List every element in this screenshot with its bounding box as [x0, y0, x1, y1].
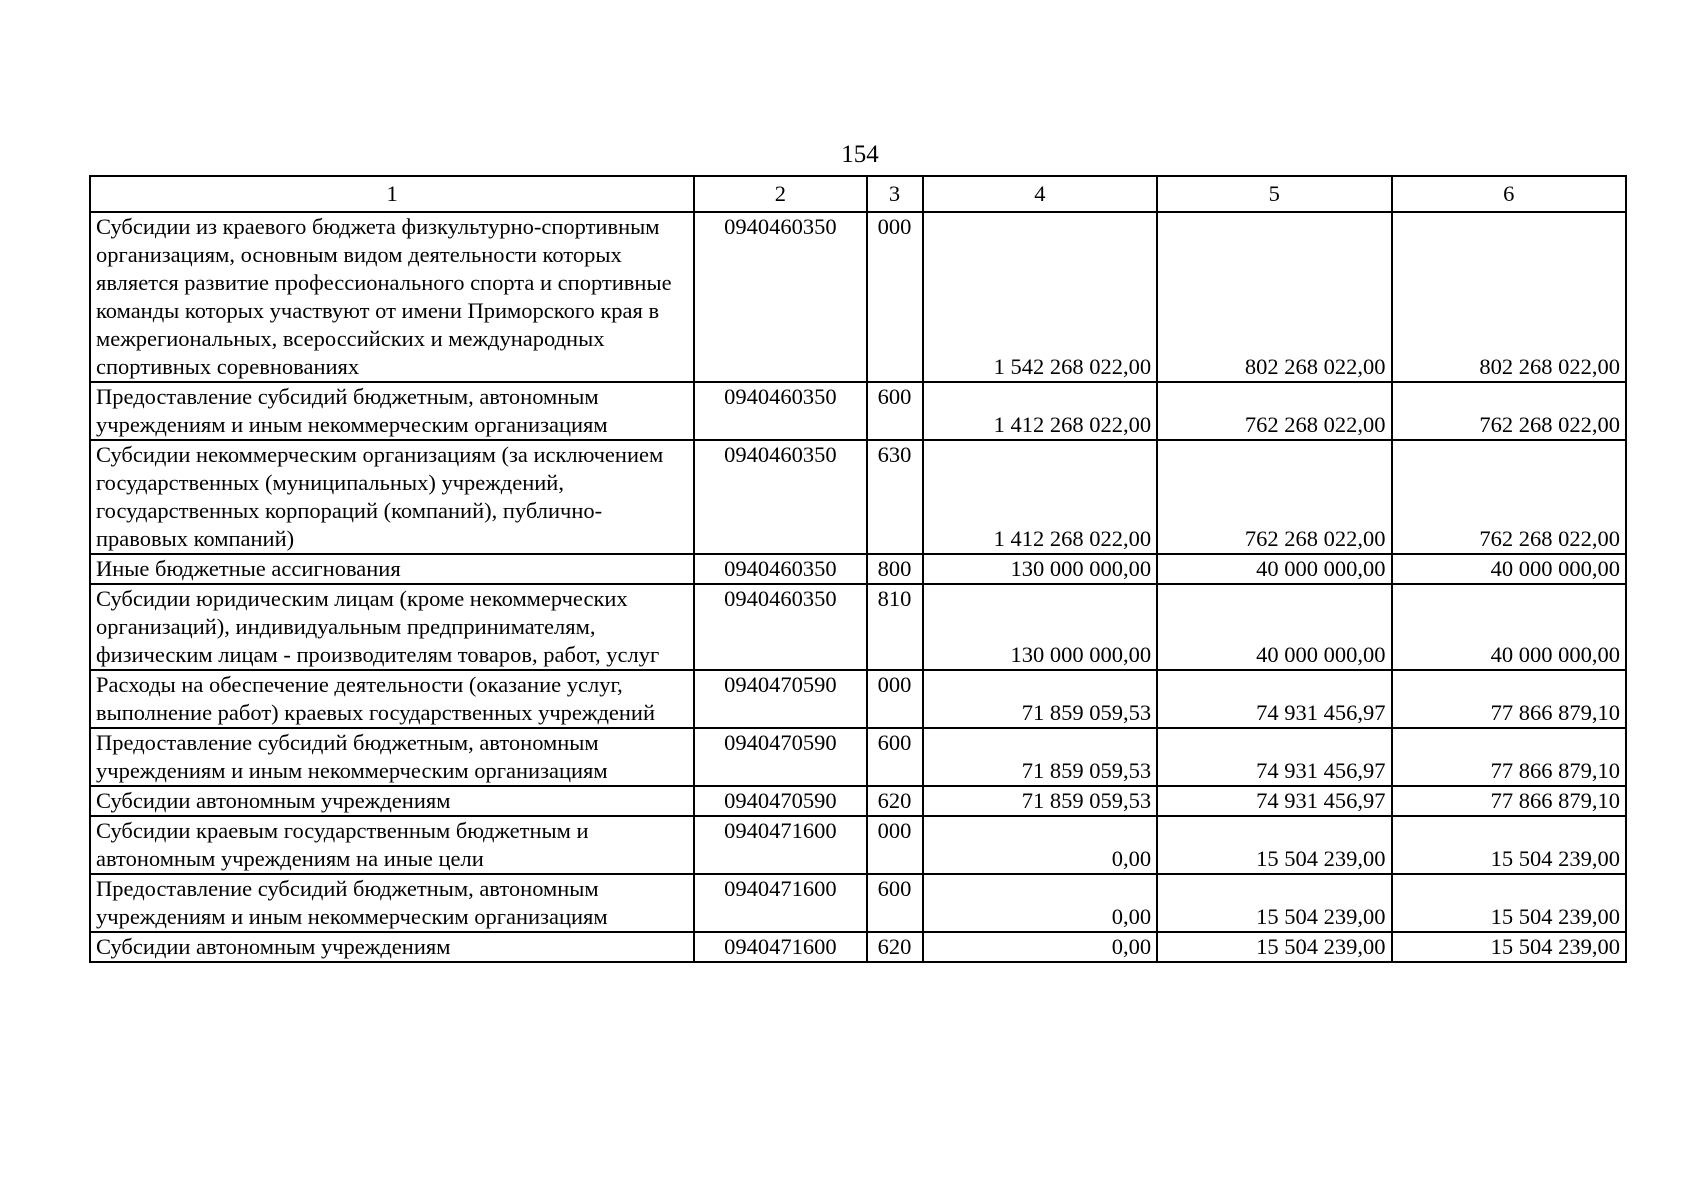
row-type: 620: [867, 932, 923, 962]
row-value-6: 77 866 879,10: [1392, 670, 1626, 728]
row-description: Субсидии краевым государственным бюджетным и автономным учреждениям на иные цели: [90, 816, 694, 874]
row-code: 0940460350: [694, 440, 866, 554]
row-value-4: 130 000 000,00: [923, 554, 1157, 584]
header-cell-year-2: 5: [1157, 176, 1391, 212]
row-value-5: 15 504 239,00: [1157, 816, 1391, 874]
row-value-4: 130 000 000,00: [923, 584, 1157, 670]
row-description: Расходы на обеспечение деятельности (оказание услуг, выполнение работ) краевых государственных учреждений: [90, 670, 694, 728]
row-value-5: 15 504 239,00: [1157, 932, 1391, 962]
table-row: [90, 212, 1626, 382]
row-value-6: 15 504 239,00: [1392, 932, 1626, 962]
row-value-6: 15 504 239,00: [1392, 816, 1626, 874]
row-description: Предоставление субсидий бюджетным, автономным учреждениям и иным некоммерческим организациям: [90, 874, 694, 932]
page-number: 154: [841, 141, 879, 168]
header-cell-code: 2: [694, 176, 866, 212]
row-value-6: 802 268 022,00: [1392, 212, 1626, 382]
row-description: Субсидии из краевого бюджета физкультурно-спортивным организациям, основным видом деятельности которых является развитие профессионального спорта и спортивные команды которых участвуют от имени Приморского края в межрегиональных, всероссийских и международных спортивных соревнованиях: [90, 212, 694, 382]
row-description: Субсидии юридическим лицам (кроме некоммерческих организаций), индивидуальным предпринимателям, физическим лицам - производителям товаров, работ, услуг: [90, 584, 694, 670]
row-code: 0940471600: [694, 816, 866, 874]
row-value-4: 1 412 268 022,00: [923, 382, 1157, 440]
row-type: 000: [867, 670, 923, 728]
budget-table: [89, 175, 1627, 963]
row-code: 0940470590: [694, 670, 866, 728]
table-row: [90, 584, 1626, 670]
header-cell-year-1: 4: [923, 176, 1157, 212]
row-value-6: 77 866 879,10: [1392, 786, 1626, 816]
row-value-5: 74 931 456,97: [1157, 786, 1391, 816]
header-cell-description: 1: [90, 176, 694, 212]
row-type: 800: [867, 554, 923, 584]
row-code: 0940470590: [694, 786, 866, 816]
row-value-5: 40 000 000,00: [1157, 554, 1391, 584]
table-row: [90, 382, 1626, 440]
row-value-4: 0,00: [923, 932, 1157, 962]
row-type: 000: [867, 212, 923, 382]
row-code: 0940460350: [694, 382, 866, 440]
row-value-4: 71 859 059,53: [923, 728, 1157, 786]
table-row: [90, 932, 1626, 962]
row-value-4: 71 859 059,53: [923, 786, 1157, 816]
header-cell-type: 3: [867, 176, 923, 212]
row-value-6: 40 000 000,00: [1392, 554, 1626, 584]
row-type: 600: [867, 874, 923, 932]
row-value-5: 15 504 239,00: [1157, 874, 1391, 932]
table-row: [90, 874, 1626, 932]
row-code: 0940471600: [694, 874, 866, 932]
table-row: [90, 728, 1626, 786]
table-row: [90, 786, 1626, 816]
header-cell-year-3: 6: [1392, 176, 1626, 212]
row-description: Субсидии автономным учреждениям: [90, 932, 694, 962]
row-value-6: 77 866 879,10: [1392, 728, 1626, 786]
row-code: 0940460350: [694, 584, 866, 670]
row-description: Субсидии автономным учреждениям: [90, 786, 694, 816]
row-value-4: 0,00: [923, 816, 1157, 874]
header-row: [90, 176, 1626, 212]
table-row: [90, 816, 1626, 874]
table-row: [90, 554, 1626, 584]
table-row: [90, 440, 1626, 554]
row-value-5: 762 268 022,00: [1157, 382, 1391, 440]
row-value-5: 802 268 022,00: [1157, 212, 1391, 382]
table-row: [90, 670, 1626, 728]
row-type: 620: [867, 786, 923, 816]
row-description: Предоставление субсидий бюджетным, автономным учреждениям и иным некоммерческим организациям: [90, 382, 694, 440]
row-value-6: 762 268 022,00: [1392, 382, 1626, 440]
row-value-5: 74 931 456,97: [1157, 728, 1391, 786]
row-value-4: 71 859 059,53: [923, 670, 1157, 728]
row-description: Иные бюджетные ассигнования: [90, 554, 694, 584]
row-value-5: 40 000 000,00: [1157, 584, 1391, 670]
row-description: Предоставление субсидий бюджетным, автономным учреждениям и иным некоммерческим организациям: [90, 728, 694, 786]
row-value-4: 1 542 268 022,00: [923, 212, 1157, 382]
row-value-6: 762 268 022,00: [1392, 440, 1626, 554]
row-value-4: 1 412 268 022,00: [923, 440, 1157, 554]
row-type: 600: [867, 382, 923, 440]
row-code: 0940460350: [694, 212, 866, 382]
row-value-6: 40 000 000,00: [1392, 584, 1626, 670]
row-type: 000: [867, 816, 923, 874]
row-type: 630: [867, 440, 923, 554]
row-type: 810: [867, 584, 923, 670]
row-value-6: 15 504 239,00: [1392, 874, 1626, 932]
row-value-5: 762 268 022,00: [1157, 440, 1391, 554]
row-description: Субсидии некоммерческим организациям (за исключением государственных (муниципальных) учреждений, государственных корпораций (компаний), публично-правовых компаний): [90, 440, 694, 554]
row-code: 0940460350: [694, 554, 866, 584]
row-type: 600: [867, 728, 923, 786]
row-value-5: 74 931 456,97: [1157, 670, 1391, 728]
row-code: 0940471600: [694, 932, 866, 962]
row-value-4: 0,00: [923, 874, 1157, 932]
row-code: 0940470590: [694, 728, 866, 786]
